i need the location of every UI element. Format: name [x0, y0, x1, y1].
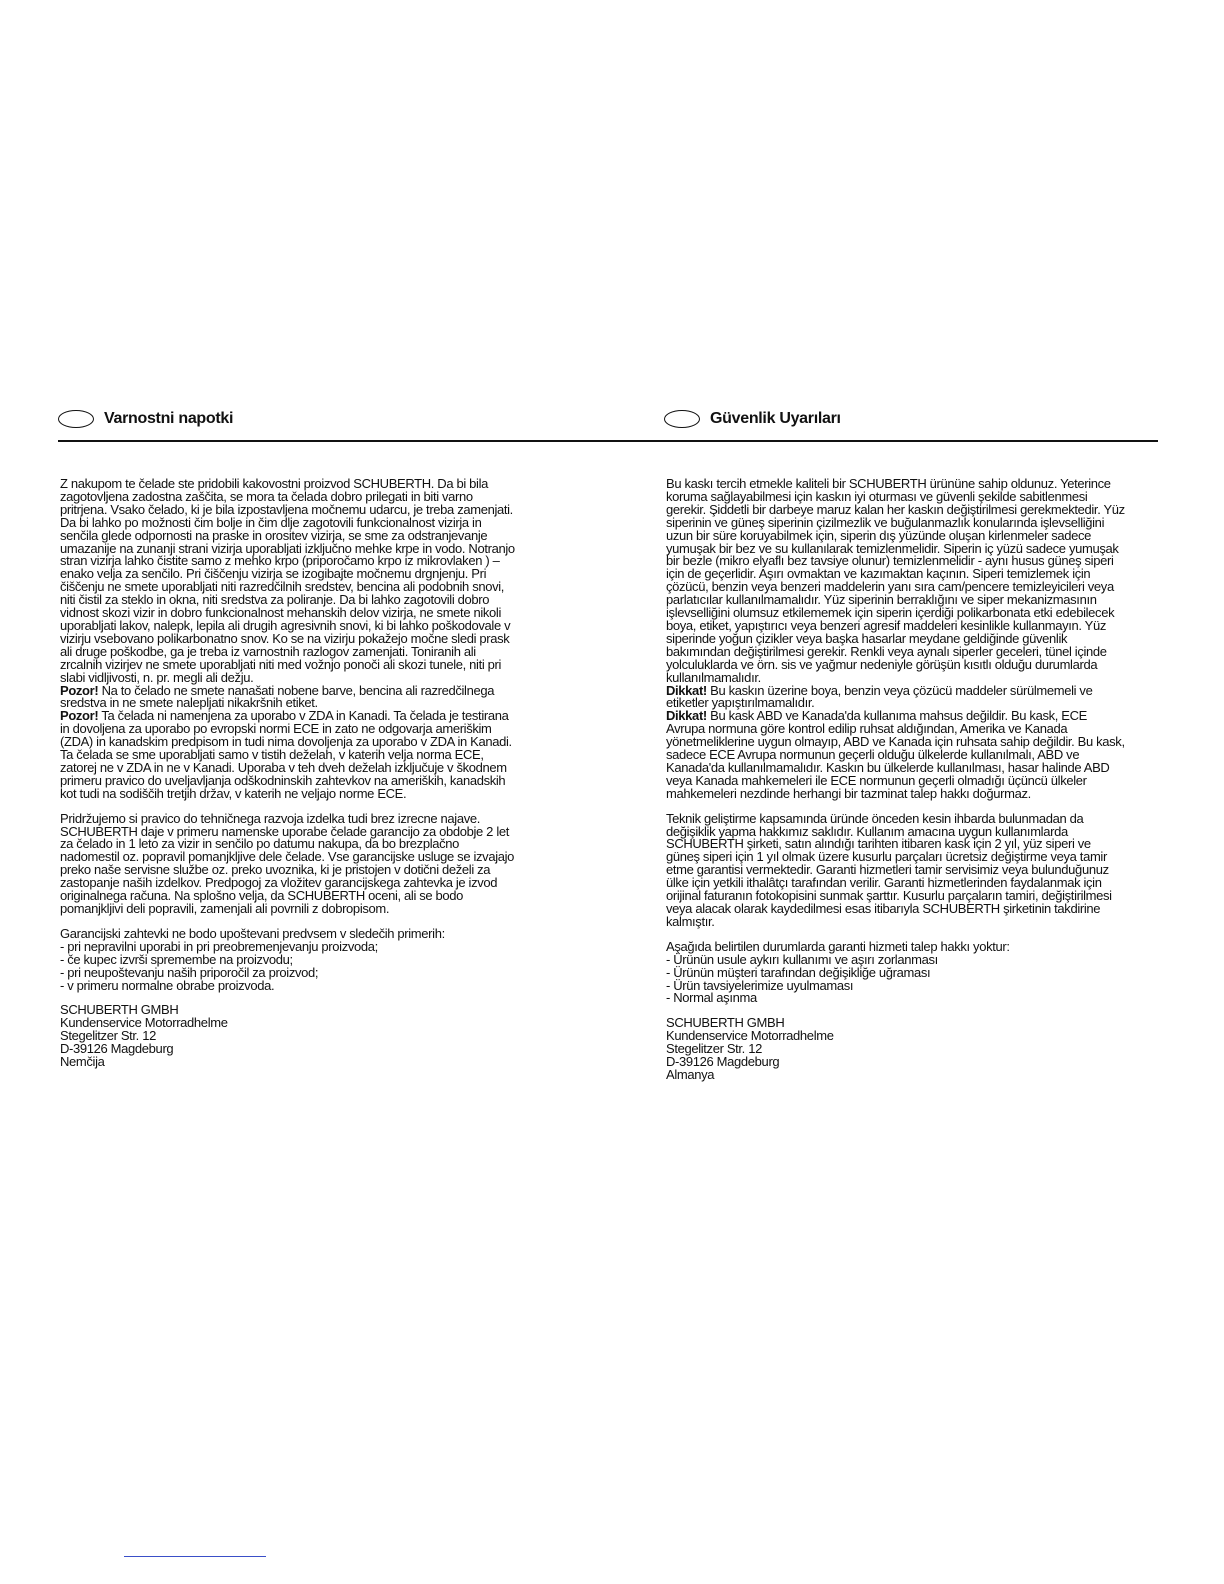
left-section-header: [58, 404, 528, 434]
list-item: - pri nepravilni uporabi in pri preobremenjevanju proizvoda;: [60, 938, 378, 954]
address-line: Kundenservice Motorradhelme: [666, 1028, 834, 1044]
warning-label: Dikkat!: [666, 682, 707, 698]
right-section-title: Güvenlik Uyarıları: [710, 410, 841, 427]
left-intro-paragraph: Z nakupom te čelade ste pridobili kakovostni proizvod SCHUBERTH. Da bi bila zagotovljena zadostna zaščita, se mora ta čelada dobro prilegati in biti varno pritrjena. Vsako čelado, ki je bila izpostavljena močnemu udarcu, je treba zamenjati. Da bi lahko po možnosti čim bolje in čim dlje zagotovili funkcionalnost vizirja in senčila glede odpornosti na praske in orositev vizirja, se sme za odstranjevanje umazanije na zunanji strani vizirja uporabljati izključno mehke krpe in vodo. Notranjo stran vizirja lahko čistite samo z mehko krpo (priporočamo krpo iz mikrovlaken ) – enako velja za senčilo. Pri čiščenju vizirja se izogibajte močnemu drgnjenju. Pri čiščenju ne smete uporabljati niti razredčilnih sredstev, bencina ali podobnih snovi, niti čistil za steklo in okna, niti sredstva za poliranje. Da bi lahko zagotovili dobro vidnost skozi vizir in dobro funkcionalnost mehanskih delov vizirja, ne smete nikoli uporabljati lakov, nalepk, lepila ali drugih agresivnih snovi, ki bi lahko poškodovale v vizirju vsebovano polikarbonatno snov. Ko se na vizirju pokažejo močne sledi prask ali druge poškodbe, ga je treba iz varnostnih razlogov zamenjati. Toniranih ali zrcalnih vizirjev ne smete uporabljati niti med vožnjo ponoči ali skozi tunele, niti pri slabi vidljivosti, n. pr. megli ali dežju.: [60, 476, 515, 685]
address-line: Kundenservice Motorradhelme: [60, 1015, 228, 1031]
right-exclusions-list: [666, 951, 1126, 1006]
list-item: - če kupec izvrši spremembe na proizvodu;: [60, 951, 293, 967]
warning-label: Dikkat!: [666, 708, 707, 724]
address-line: D-39126 Magdeburg: [666, 1054, 780, 1070]
left-section-title: Varnostni napotki: [104, 410, 234, 427]
footer-rule: [124, 1556, 266, 1557]
warning-label: Pozor!: [60, 682, 99, 698]
address-line: SCHUBERTH GMBH: [666, 1015, 785, 1031]
right-warning-1: [666, 682, 1126, 711]
list-item: - Ürünün müşteri tarafından değişikliğe uğraması: [666, 964, 931, 980]
address-line: D-39126 Magdeburg: [60, 1041, 174, 1057]
right-intro-paragraph: Bu kaskı tercih etmekle kaliteli bir SCHUBERTH ürününe sahip oldunuz. Yeterince koruma sağlayabilmesi için kaskın iyi oturması ve güvenli şekilde sabitlenmesi gerekir. Şiddetli bir darbeye maruz kalan her kaskın değiştirilmesi gerekmektedir. Yüz siperinin ve güneş siperinin çizilmezlik ve buğulanmazlık konularında işlevselliğini uzun bir süre koruyabilmek için, siperin dış yüzünde oluşan kirlenmeler sadece yumuşak bir bez ve su kullanılarak temizlenmelidir. Siperin iç yüzü sadece yumuşak bir bezle (mikro elyaflı bez tavsiye olunur) temizlenmelidir - aynı husus güneş siperi için de geçerlidir. Aşırı ovmaktan ve kazımaktan kaçının. Siperi temizlemek için çözücü, benzin veya benzeri maddelerin yanı sıra cam/pencere temizleyicileri veya parlatıcılar kullanılmamalıdır. Yüz siperinin berraklığını ve siper mekanizmasının işlevselliğini olumsuz etkilememek için siperin içerdiği polikarbonata etki edebilecek boya, etiket, yapıştırıcı veya benzeri agresif maddeleri kesinlikle kullanmayın. Yüz siperinde yoğun çizikler veya başka hasarlar meydane geldiğinde güvenlik bakımından değiştirilmesi gerekir. Renkli veya aynalı siperler geceleri, tünel içinde yolculuklarda ve örn. sis ve yağmur nedeniyle görüşün kısıtlı olduğu durumlarda kullanılmamalıdır.: [666, 476, 1125, 685]
address-line: SCHUBERTH GMBH: [60, 1002, 179, 1018]
left-column-body: [60, 478, 520, 1069]
right-warning-2: [666, 710, 1126, 800]
list-item: - Ürün tavsiyelerimize uyulmaması: [666, 977, 854, 993]
right-section-header: [664, 404, 1134, 434]
address-line: Stegelitzer Str. 12: [666, 1041, 762, 1057]
header-divider: [58, 440, 1158, 442]
right-warranty-paragraph: Teknik geliştirme kapsamında üründe önceden kesin ihbarda bulunmadan da değişiklik yapma hakkımız saklıdır. Kullanım amacına uygun kullanımlarda SCHUBERTH şirketi, satın alındığı tarihten itibaren kask için 2 yıl, yüz siperi ve güneş siperi için 1 yıl olmak üzere kusurlu parçaları ücretsiz değiştirme veya tamir etme garantisi vermektedir. Garanti hizmetleri tamir servisimiz veya bulunduğunuz ülke için yetkili ithalâtçı tarafından verilir. Garanti hizmetlerinden faydalanmak için orijinal faturanın fotokopisini sunmak şarttır. Kusurlu parçaların tamiri, değiştirilmesi veya alacak olarak kaydedilmesi esas itibarıyla SCHUBERTH şirketinin takdirine kalmıştır.: [666, 810, 1112, 929]
left-address-block: [60, 1004, 520, 1069]
warning-label: Pozor!: [60, 708, 99, 724]
left-exclusions-list: [60, 938, 520, 993]
oval-marker-icon: [664, 410, 700, 428]
address-line: Nemčija: [60, 1054, 105, 1070]
list-item: - Normal aşınma: [666, 990, 757, 1006]
warning-text: Ta čelada ni namenjena za uporabo v ZDA in Kanadi. Ta čelada je testirana in dovoljena za uporabo po evropski normi ECE in zato ne odgovarja ameriškim (ZDA) in kanadskim predpisom in tudi nima dovoljenja za uporabo v ZDA in Kanadi. Ta čelada se sme uporabljati samo v tistih deželah, v katerih velja norma ECE, zatorej ne v ZDA in ne v Kanadi. Uporaba v teh dveh deželah izključuje v škodnem primeru pravico do uveljavljanja odškodninskih zahtevkov na ameriških, kanadskih kot tudi na sodiščih tretjih držav, v katerih ne veljajo norme ECE.: [60, 708, 512, 801]
warning-text: Bu kaskın üzerine boya, benzin veya çözücü maddeler sürülmemeli ve etiketler yapıştırılmamalıdır.: [666, 682, 1093, 711]
right-column-body: [666, 478, 1126, 1082]
left-warning-1: [60, 682, 520, 711]
right-exclusions-intro: Aşağıda belirtilen durumlarda garanti hizmeti talep hakkı yoktur:: [666, 938, 1010, 954]
list-item: - v primeru normalne obrabe proizvoda.: [60, 977, 275, 993]
left-exclusions-intro: Garancijski zahtevki ne bodo upoštevani predvsem v sledečih primerih:: [60, 925, 445, 941]
list-item: - Ürünün usule aykırı kullanımı ve aşırı zorlanması: [666, 951, 938, 967]
right-address-block: [666, 1017, 1126, 1082]
list-item: - pri neupoštevanju naših priporočil za proizvod;: [60, 964, 319, 980]
warning-text: Na to čelado ne smete nanašati nobene barve, bencina ali razredčilnega sredstva in ne smete nalepljati nikakršnih etiket.: [60, 682, 495, 711]
left-warranty-paragraph: Pridržujemo si pravico do tehničnega razvoja izdelka tudi brez izrecne najave. SCHUBERTH daje v primeru namenske uporabe čelade garancijo za obdobje 2 let za čelado in 1 leto za vizir in senčilo po datumu nakupa, da bo brezplačno nadomestil oz. popravil pomanjkljive dele čelade. Vse garancijske usluge se izvajajo preko naše servisne službe oz. preko uvoznika, ki je pristojen v dotični deželi za zastopanje naših izdelkov. Predpogoj za vložitev garancijskega zahtevka je izvod originalnega računa. Na splošno velja, da SCHUBERTH oceni, ali se bodo pomanjkljivi deli popravili, zamenjali ali povrnili z dobropisom.: [60, 810, 515, 916]
warning-text: Bu kask ABD ve Kanada'da kullanıma mahsus değildir. Bu kask, ECE Avrupa normuna göre kontrol edilip ruhsat aldığından, Amerika ve Kanada yönetmeliklerine uygun olmayıp, ABD ve Kanada için ruhsata sahip değildir. Bu kask, sadece ECE Avrupa normunun geçerli olduğu ülkelerde kullanılmalı, ABD ve Kanada'da kullanılmamalıdır. Kaskın bu ülkelerde kullanılması, hasar halinde ABD veya Kanada mahkemeleri ile ECE normunun geçerli olmadığı üçüncü ülkeler mahkemeleri nezdinde herhangi bir tazminat talep hakkı doğurmaz.: [666, 708, 1125, 801]
left-warning-2: [60, 710, 520, 800]
oval-marker-icon: [58, 410, 94, 428]
address-line: Stegelitzer Str. 12: [60, 1028, 156, 1044]
address-line: Almanya: [666, 1066, 715, 1082]
